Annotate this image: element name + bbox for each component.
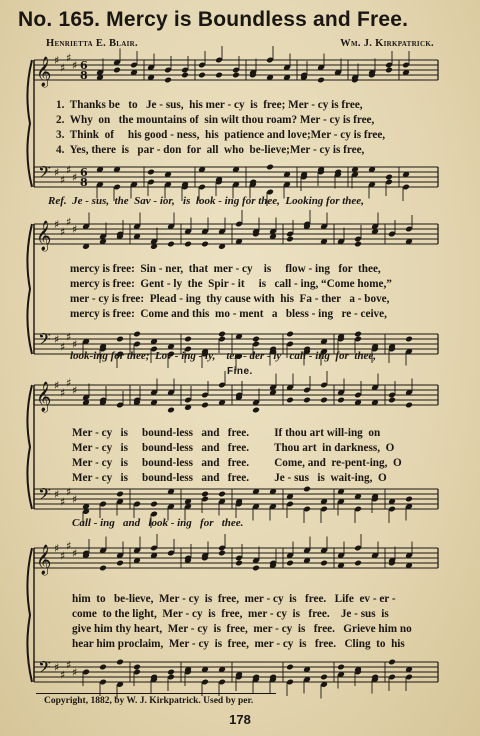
note-head bbox=[167, 241, 175, 248]
note-head bbox=[99, 664, 107, 671]
bass-clef-icon: 𝄢 bbox=[38, 484, 51, 508]
copyright-notice: Copyright, 1882, by W. J. Kirkpatrick. Used by per. bbox=[44, 696, 254, 706]
sharp-icon: ♯ bbox=[66, 485, 72, 499]
note-head bbox=[286, 236, 294, 243]
note-head bbox=[405, 402, 413, 409]
system-brace bbox=[27, 548, 32, 682]
note-head bbox=[303, 397, 311, 404]
system-brace bbox=[27, 60, 32, 187]
bass-clef-icon: 𝄢 bbox=[38, 657, 51, 681]
note-head bbox=[113, 67, 121, 74]
s3-verse-2: Mer - cy is bound-less and free. Thou art in darkness, O bbox=[72, 442, 395, 454]
sharp-icon: ♯ bbox=[66, 376, 72, 390]
bass-clef-icon: 𝄢 bbox=[38, 162, 51, 186]
note-head bbox=[354, 241, 362, 248]
note-head bbox=[388, 659, 396, 666]
sharp-icon: ♯ bbox=[66, 51, 72, 65]
system-brace bbox=[27, 385, 32, 509]
sharp-icon: ♯ bbox=[72, 223, 78, 236]
note-head bbox=[354, 331, 362, 338]
sharp-icon: ♯ bbox=[60, 225, 66, 239]
note-head bbox=[184, 336, 192, 343]
note-head bbox=[252, 336, 260, 343]
time-sig-top: 6 bbox=[80, 59, 88, 72]
note-head bbox=[198, 72, 206, 79]
sharp-icon: ♯ bbox=[54, 542, 60, 555]
note-head bbox=[133, 331, 141, 338]
s2-verse-2: mercy is free: Gent - ly the Spir - it is call - ing, “Come home,” bbox=[70, 278, 392, 290]
note-head bbox=[116, 560, 124, 567]
fine-mark: Fine. bbox=[227, 366, 253, 377]
note-head bbox=[218, 550, 226, 557]
treble-clef-icon: 𝄞 bbox=[36, 221, 52, 251]
note-head bbox=[337, 664, 345, 671]
sharp-icon: ♯ bbox=[66, 330, 72, 344]
sharp-icon: ♯ bbox=[60, 61, 66, 75]
note-head bbox=[215, 72, 223, 79]
note-head bbox=[385, 174, 393, 181]
s3-refrain: Call - ing and look - ing for thee. bbox=[72, 517, 244, 529]
s4-verse-2: come to the light, Mer - cy is free, mer - cy is free. Je - sus is bbox=[72, 608, 389, 620]
sharp-icon: ♯ bbox=[72, 666, 78, 679]
note-head bbox=[320, 397, 328, 404]
note-head bbox=[218, 331, 226, 338]
lyricist-credit: Henrietta E. Blair. bbox=[46, 38, 138, 49]
note-head bbox=[252, 407, 260, 414]
time-sig-bottom: 8 bbox=[80, 69, 88, 82]
note-head bbox=[181, 72, 189, 79]
note-head bbox=[266, 164, 274, 171]
time-sig-bottom: 8 bbox=[80, 176, 88, 189]
note-head bbox=[201, 241, 209, 248]
note-head bbox=[385, 67, 393, 74]
sharp-icon: ♯ bbox=[72, 171, 78, 184]
sharp-icon: ♯ bbox=[60, 549, 66, 563]
sharp-icon: ♯ bbox=[54, 379, 60, 392]
sharp-icon: ♯ bbox=[54, 488, 60, 501]
note-head bbox=[286, 331, 294, 338]
sharp-icon: ♯ bbox=[60, 668, 66, 682]
note-head bbox=[232, 72, 240, 79]
sharp-icon: ♯ bbox=[60, 495, 66, 509]
footer-rule bbox=[36, 693, 276, 694]
note-head bbox=[303, 486, 311, 493]
s1-verse-3: 3. Think of his good - ness, his patience and love;Mer - cy is free, bbox=[56, 129, 386, 141]
treble-clef-icon: 𝄞 bbox=[36, 57, 52, 87]
hymn-name: Mercy is Boundless and Free. bbox=[106, 8, 409, 31]
note-head bbox=[252, 565, 260, 572]
note-head bbox=[201, 491, 209, 498]
hymn-number: No. 165. bbox=[18, 8, 101, 31]
sharp-icon: ♯ bbox=[54, 333, 60, 346]
s1-verse-1: 1. Thanks be to Je - sus, his mer - cy is free; Mer - cy is free, bbox=[56, 99, 363, 111]
s1-verse-4: 4. Yes, there is par - don for all who be-lieve;Mer - cy is free, bbox=[56, 144, 365, 156]
note-head bbox=[147, 169, 155, 176]
page-number: 178 bbox=[229, 712, 251, 727]
note-head bbox=[405, 496, 413, 503]
s4-verse-1: him to be-lieve, Mer - cy is free, mer - cy is free. Life ev - er - bbox=[72, 593, 396, 605]
note-head bbox=[201, 402, 209, 409]
s2-refrain: look-ing for thee; Lov - ing - ly, ten - der - ly call - ing for thee, bbox=[70, 350, 377, 362]
s3-verse-1: Mer - cy is bound-less and free. If thou art will-ing on bbox=[72, 427, 381, 439]
sharp-icon: ♯ bbox=[72, 384, 78, 397]
system-brace bbox=[27, 224, 32, 354]
s2-verse-4: mercy is free: Come and this mo - ment a bless - ing re - ceive, bbox=[70, 308, 387, 320]
note-head bbox=[286, 397, 294, 404]
sharp-icon: ♯ bbox=[72, 493, 78, 506]
sharp-icon: ♯ bbox=[66, 539, 72, 553]
note-head bbox=[388, 397, 396, 404]
composer-credit: Wm. J. Kirkpatrick. bbox=[340, 38, 434, 49]
note-head bbox=[218, 491, 226, 498]
note-head bbox=[235, 560, 243, 567]
sharp-icon: ♯ bbox=[72, 59, 78, 72]
note-head bbox=[99, 565, 107, 572]
sharp-icon: ♯ bbox=[72, 547, 78, 560]
bass-clef-icon: 𝄢 bbox=[38, 329, 51, 353]
note-head bbox=[405, 336, 413, 343]
s4-verse-3: give him thy heart, Mer - cy is free, mer - cy is free. Grieve him no bbox=[72, 623, 412, 635]
note-head bbox=[116, 659, 124, 666]
note-head bbox=[320, 674, 328, 681]
note-head bbox=[150, 501, 158, 508]
note-head bbox=[354, 560, 362, 567]
note-head bbox=[317, 77, 325, 84]
note-head bbox=[320, 560, 328, 567]
s2-verse-3: mer - cy is free: Plead - ing thy cause with his Fa - ther a - bove, bbox=[70, 293, 390, 305]
treble-clef-icon: 𝄞 bbox=[36, 382, 52, 412]
note-head bbox=[116, 491, 124, 498]
s1-verse-2: 2. Why on the mountains of sin wilt thou roam? Mer - cy is free, bbox=[56, 114, 375, 126]
sharp-icon: ♯ bbox=[54, 166, 60, 179]
sharp-icon: ♯ bbox=[54, 661, 60, 674]
sharp-icon: ♯ bbox=[60, 173, 66, 187]
sharp-icon: ♯ bbox=[60, 386, 66, 400]
note-head bbox=[337, 397, 345, 404]
s4-verse-4: hear him proclaim, Mer - cy is free, mer - cy is free. Cling to his bbox=[72, 638, 405, 650]
s2-verse-1: mercy is free: Sin - ner, that mer - cy is flow - ing for thee, bbox=[70, 263, 381, 275]
note-head bbox=[167, 669, 175, 676]
sharp-icon: ♯ bbox=[54, 54, 60, 67]
sharp-icon: ♯ bbox=[54, 218, 60, 231]
time-sig-top: 6 bbox=[80, 166, 88, 179]
s3-verse-4: Mer - cy is bound-less and free. Je - sus is wait-ing, O bbox=[72, 472, 387, 484]
sharp-icon: ♯ bbox=[66, 163, 72, 177]
note-head bbox=[133, 664, 141, 671]
note-head bbox=[167, 407, 175, 414]
note-head bbox=[286, 664, 294, 671]
note-head bbox=[184, 241, 192, 248]
note-head bbox=[286, 560, 294, 567]
treble-clef-icon: 𝄞 bbox=[36, 545, 52, 575]
note-head bbox=[164, 77, 172, 84]
sharp-icon: ♯ bbox=[66, 215, 72, 229]
s3-verse-3: Mer - cy is bound-less and free. Come, and re-pent-ing, O bbox=[72, 457, 402, 469]
sharp-icon: ♯ bbox=[66, 658, 72, 672]
s1-refrain: Ref. Je - sus, the Sav - ior, is look - ing for thee, Looking for thee, bbox=[48, 195, 364, 207]
note-head bbox=[116, 336, 124, 343]
sharp-icon: ♯ bbox=[72, 338, 78, 351]
sharp-icon: ♯ bbox=[60, 340, 66, 354]
